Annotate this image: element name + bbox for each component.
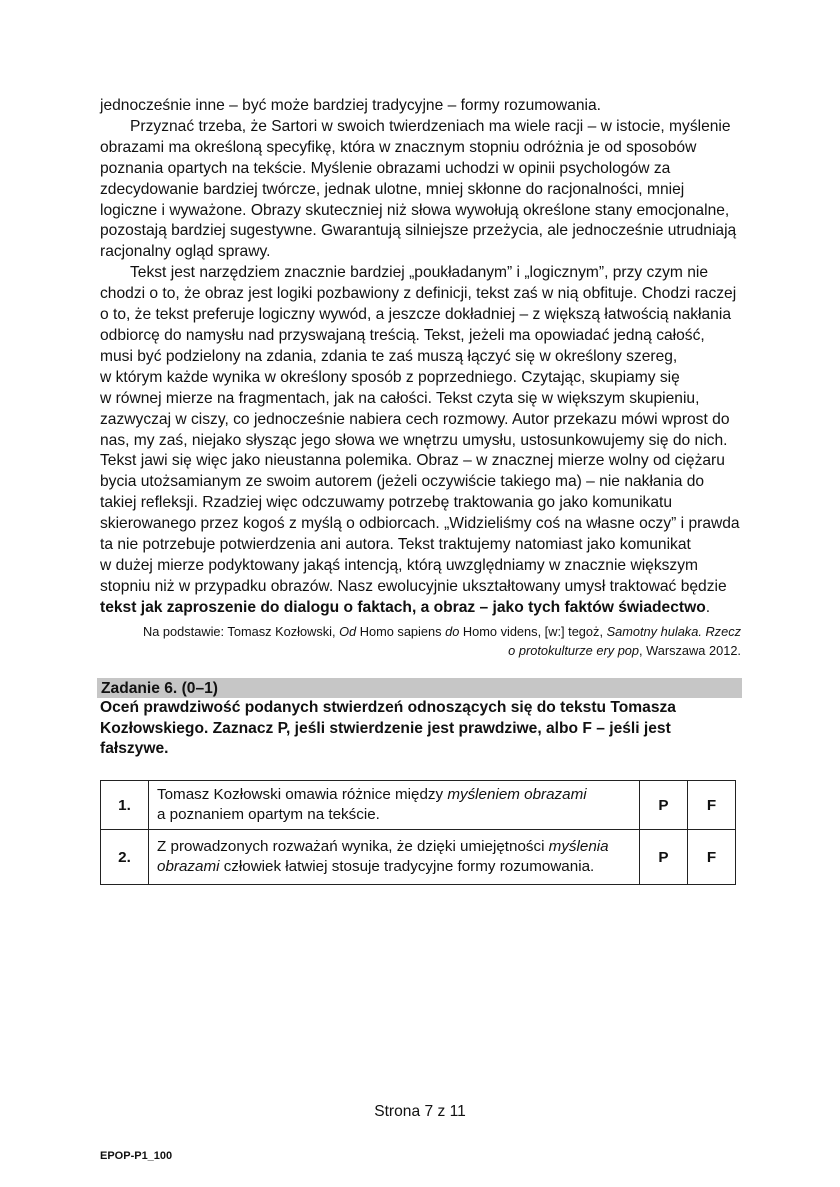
statement-text: człowiek łatwiej stosuje tradycyjne formy rozumowania.	[219, 858, 595, 875]
statement-italic: myślenia	[548, 838, 609, 855]
table-row	[101, 781, 736, 830]
statement	[149, 781, 640, 830]
source-line-1	[100, 622, 741, 641]
statement-italic: myśleniem obrazami	[447, 786, 587, 803]
source-od: Od	[339, 624, 357, 639]
text-line: bycia utożsamianym ze swoim autorem (jeżeli oczywiście takiego ma) – nie nakłania do	[100, 473, 705, 491]
option-f[interactable]: F	[688, 830, 736, 885]
statement-line	[157, 857, 631, 877]
source-line-2	[100, 641, 741, 660]
statement-line	[157, 785, 631, 805]
row-number: 1.	[101, 781, 149, 830]
text-line: takiej refleksji. Rzadziej więc odczuwamy potrzebę traktowania go jako komunikatu	[100, 494, 673, 512]
text-line: skierowanego przez kogoś z myślą o odbiorcach. „Widzieliśmy coś na własne oczy” i prawda	[100, 515, 740, 533]
statement-text: Tomasz Kozłowski omawia różnice między	[157, 786, 448, 803]
instruction-line: fałszywe.	[100, 740, 169, 757]
exam-code: EPOP-P1_100	[100, 1150, 173, 1162]
page-number: Strona 7 z 11	[374, 1103, 466, 1120]
source-prefix: Na podstawie: Tomasz Kozłowski,	[143, 624, 340, 639]
source-homo-videns: Homo videns, [w:] tegoż,	[459, 624, 607, 639]
instruction-line: Kozłowskiego. Zaznacz P, jeśli stwierdzenie jest prawdziwe, albo F – jeśli jest	[100, 719, 671, 737]
text-line: Tekst jest narzędziem znacznie bardziej „poukładanym” i „logicznym”, przy czym nie	[130, 264, 709, 282]
text-line: pozostają bardziej sugestywne. Gwarantują silniejsze przeżycia, ale jednocześnie utrudniają	[100, 222, 737, 240]
source-homo-sapiens: Homo sapiens	[356, 624, 446, 639]
table-row	[101, 830, 736, 885]
text-line: zdecydowanie bardziej twórcze, jednak ulotne, mniej skłonne do racjonalności, mniej	[100, 180, 685, 198]
text-line: zazwyczaj w ciszy, co jednocześnie nabiera cech rozmowy. Autor przekazu mówi wprost do	[100, 410, 730, 428]
source-suffix: , Warszawa 2012.	[639, 643, 741, 658]
source-book-title-cont: o protokulturze ery pop	[508, 643, 640, 658]
text-line: stopniu niż w przypadku obrazów. Nasz ewolucyjnie ukształtowany umysł traktować będzie	[100, 577, 727, 595]
source-do: do	[445, 624, 460, 639]
statement-italic: obrazami	[157, 858, 220, 875]
task-instruction	[100, 698, 676, 760]
text-line: Przyznać trzeba, że Sartori w swoich twierdzeniach ma wiele racji – w istocie, myślenie	[130, 117, 731, 135]
instruction-line: Oceń prawdziwość podanych stwierdzeń odnoszących się do tekstu Tomasza	[100, 699, 676, 716]
final-period: .	[705, 598, 711, 616]
text-line: w równej mierze na fragmentach, jak na całości. Tekst czyta się w większym skupieniu,	[100, 389, 700, 407]
text-line: obrazami ma określoną specyfikę, która w znacznym stopniu odróżnia je od sposobów	[100, 138, 697, 156]
row-number: 2.	[101, 830, 149, 885]
text-line: nas, my zaś, niejako słysząc jego słowa we wnętrzu umysłu, ustosunkowujemy się do nich.	[100, 431, 728, 449]
source-book-title: Samotny hulaka. Rzecz	[606, 624, 741, 639]
source-citation	[100, 622, 741, 660]
text-line-final	[100, 598, 736, 619]
text-line: logiczne i wyważone. Obrazy skuteczniej niż słowa wywołują określone stany emocjonalne,	[100, 201, 730, 219]
bold-conclusion: tekst jak zaproszenie do dialogu o faktach, a obraz – jako tych faktów świadectwo	[100, 598, 706, 616]
text-line: poznania opartych na tekście. Myślenie obrazami uchodzi w opinii psychologów za	[100, 159, 671, 177]
text-line: chodzi o to, że obraz jest logiki pozbawiony z definicji, tekst zaś w nią obfituje. Chodzi raczej	[100, 285, 737, 303]
text-line: jednocześnie inne – być może bardziej tradycyjne – formy rozumowania.	[100, 97, 601, 114]
option-p[interactable]: P	[640, 781, 688, 830]
text-line: Tekst jawi się więc jako nieustanna polemika. Obraz – w znacznej mierze wolny od ciężaru	[100, 452, 725, 470]
statement-text: Z prowadzonych rozważań wynika, że dzięki umiejętności	[157, 838, 549, 855]
text-line: musi być podzielony na zdania, zdania te zaś muszą łączyć się w określony szereg,	[100, 347, 678, 365]
text-line: racjonalny ogląd sprawy.	[100, 243, 271, 261]
text-line: w dużej mierze podyktowany jakąś intencją, którą uwzględniamy w znacznie większym	[100, 556, 699, 574]
article-text	[100, 96, 740, 619]
statement	[149, 830, 640, 885]
task-title: Zadanie 6. (0–1)	[101, 680, 218, 697]
text-line: ta nie potrzebuje potwierdzenia ani autora. Tekst traktujemy natomiast jako komunikat	[100, 536, 691, 554]
text-line: o to, że tekst preferuje logiczny wywód, a jeszcze dokładniej – z większą łatwością nakłania	[100, 306, 731, 324]
text-line: w którym każde wynika w określony sposób z poprzedniego. Czytając, skupiamy się	[100, 368, 680, 386]
option-f[interactable]: F	[688, 781, 736, 830]
statement-line: a poznaniem opartym na tekście.	[157, 806, 380, 823]
option-p[interactable]: P	[640, 830, 688, 885]
true-false-table	[100, 780, 736, 885]
text-line: odbiorcę do namysłu nad przyswajaną treścią. Tekst, jeżeli ma opowiadać jedną całość,	[100, 326, 705, 344]
statement-line	[157, 837, 631, 857]
